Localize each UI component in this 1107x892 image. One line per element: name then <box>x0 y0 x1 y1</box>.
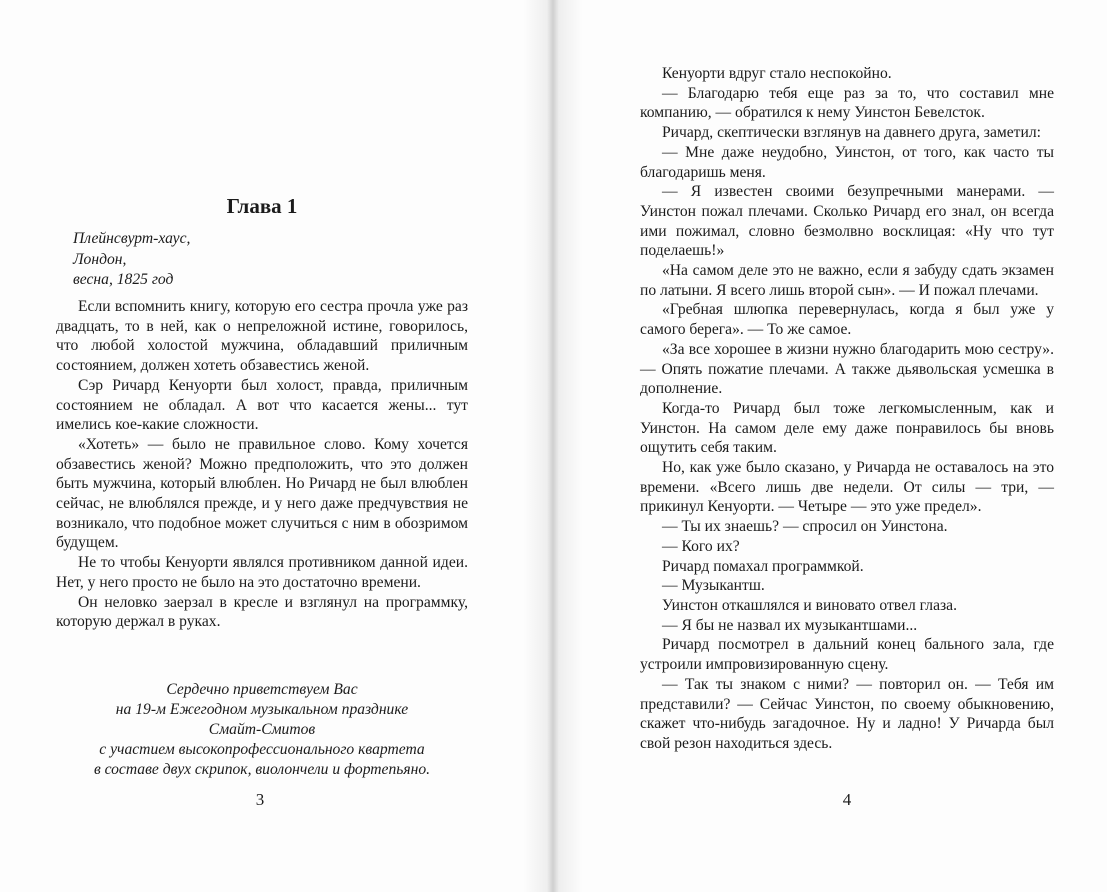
paragraph: «На самом деле это не важно, если я забуду сдать экзамен по латыни. Я всего лишь второй сын». — И пожал плечами. <box>640 262 1054 299</box>
paragraph: — Мне даже неудобно, Уинстон, от того, как часто ты благодаришь меня. <box>640 143 1054 181</box>
paragraph: — Я известен своими безупречными манерами. — Уинстон пожал плечами. Сколько Ричард его знал, он всегда ими пожимал, словно безмолвно восклицая: «Ну что тут поделаешь!» <box>640 183 1054 260</box>
paragraph: Он неловко заерзал в кресле и взглянул на программку, которую держал в руках. <box>56 593 468 631</box>
page-number-left: 3 <box>255 790 265 809</box>
paragraph: — Музыкантш. <box>662 577 765 595</box>
paragraph: Но, как уже было сказано, у Ричарда не оставалось на это времени. «Всего лишь две недели. От силы — три, — прикинул Кенуорти. — Четыре — это уже предел». <box>640 459 1054 516</box>
paragraph: Уинстон откашлялся и виновато отвел глаза. <box>662 596 957 614</box>
paragraph: — Ты их знаешь? — спросил он Уинстона. <box>662 518 948 536</box>
invitation-line: на 19-м Ежегодном музыкальном празднике <box>115 701 409 718</box>
paragraph: Ричард, скептически взглянув на давнего друга, заметил: <box>662 124 1041 142</box>
paragraph: — Я бы не назвал их музыкантшами... <box>662 616 918 634</box>
left-page-body <box>56 297 468 632</box>
paragraph: Сэр Ричард Кенуорти был холост, правда, приличным состоянием не обладал. А вот что касается жены... тут имелись кое-какие сложности. <box>56 376 468 434</box>
paragraph: Ричард помахал программкой. <box>662 557 864 575</box>
paragraph: Кенуорти вдруг стало неспокойно. <box>662 65 892 82</box>
invitation-line: с участием высокопрофессионального квартета <box>99 741 425 758</box>
place-line: весна, 1825 год <box>73 271 174 288</box>
paragraph: Когда-то Ричард был тоже легкомысленным, как и Уинстон. На самом деле ему даже понравилось бы вновь ощутить себя таким. <box>640 399 1054 457</box>
invitation-line: в составе двух скрипок, виолончели и фортепьяно. <box>93 761 431 778</box>
right-page-body <box>640 64 1054 754</box>
place-line: Плейнсвурт-хаус, <box>73 230 191 247</box>
paragraph: — Так ты знаком с ними? — повторил он. — Тебя им представили? — Сейчас Уинстон, по своему обыкновению, скажет что-нибудь загадочное. Ну и ладно! У Ричарда был свой резон находиться здесь. <box>640 675 1054 752</box>
paragraph: — Кого их? <box>662 537 740 555</box>
paragraph: — Благодарю тебя еще раз за то, что составил мне компанию, — обратился к нему Уинстон Бевелсток. <box>640 84 1054 122</box>
paragraph: «Хотеть» — было не правильное слово. Кому хочется обзавестись женой? Можно предположить, что это должен быть мужчина, который влюблен. Но Ричард не был влюблен сейчас, не влюблялся прежде, и у него даже предчувствия не возникало, что подобное может случиться с ним в обозримом будущем. <box>56 435 468 552</box>
page-number-right: 4 <box>842 790 852 809</box>
invitation-line: Сердечно приветствуем Вас <box>166 681 358 698</box>
place-epigraph <box>73 229 190 291</box>
paragraph: «Гребная шлюпка перевернулась, когда я был уже у самого берега». — То же самое. <box>640 301 1054 339</box>
paragraph: Ричард посмотрел в дальний конец бального зала, где устроили импровизированную сцену. <box>640 636 1054 674</box>
place-line: Лондон, <box>73 250 127 268</box>
chapter-title: Глава 1 <box>226 194 298 218</box>
paragraph: «За все хорошее в жизни нужно благодарить мою сестру». — Опять пожатие плечами. А также дьявольская усмешка в дополнение. <box>640 340 1054 398</box>
paragraph: Не то чтобы Кенуорти являлся противником данной идеи. Нет, у него просто не было на это достаточно времени. <box>56 554 468 591</box>
paragraph: Если вспомнить книгу, которую его сестра прочла уже раз двадцать, то в ней, как о непреложной истине, говорилось, что любой холостой мужчина, обладавший приличным состоянием, должен хотеть обзавестись женой. <box>56 298 468 375</box>
program-invitation <box>56 680 468 780</box>
invitation-line: Смайт-Смитов <box>208 721 316 738</box>
